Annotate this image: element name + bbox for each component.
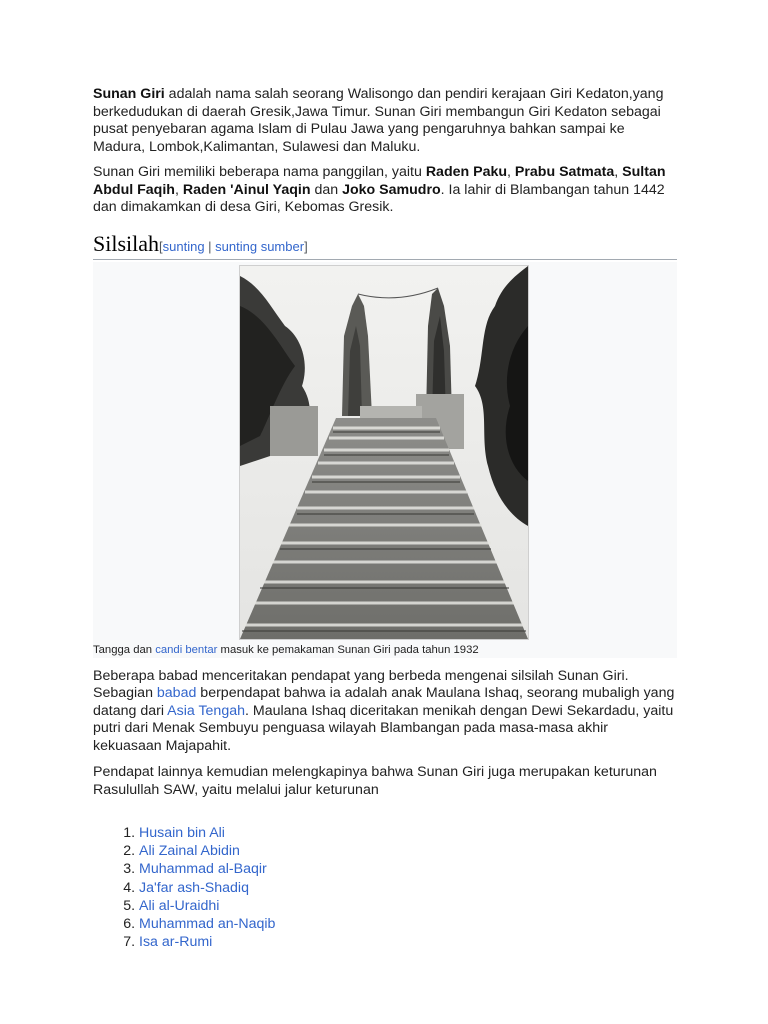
link-babad[interactable]: babad xyxy=(156,685,197,701)
intro-text-2: Sunan Giri memiliki beberapa nama panggilan, yaitu xyxy=(93,164,426,180)
stairway-photo-graphic xyxy=(240,266,528,639)
list-item xyxy=(139,824,677,842)
separator: , xyxy=(614,164,623,180)
figure xyxy=(93,262,677,658)
stairway-photo[interactable] xyxy=(239,265,529,640)
intro-text-2-end: . Ia lahir di Blambangan tahun 1442 dan dimakamkan di desa Giri, Kebomas Gresik. xyxy=(93,181,665,215)
caption-text-end: masuk ke pemakaman Sunan Giri pada tahun 1932 xyxy=(217,643,479,656)
list-item xyxy=(139,915,677,933)
list-item xyxy=(139,860,677,878)
lineage-link[interactable]: Ali Zainal Abidin xyxy=(139,843,240,860)
lineage-link[interactable]: Ali al-Uraidhi xyxy=(139,897,220,914)
alias-prabu-satmata: Prabu Satmata xyxy=(514,164,615,180)
article-content xyxy=(93,84,677,951)
alias-joko-samudro: Joko Samudro xyxy=(342,181,441,198)
lineage-list xyxy=(93,824,677,951)
lineage-link[interactable]: Muhammad al-Baqir xyxy=(139,861,267,878)
caption-link-candi-bentar[interactable]: candi bentar xyxy=(155,643,218,656)
lineage-link[interactable]: Muhammad an-Naqib xyxy=(139,916,276,933)
alias-raden-paku: Raden Paku xyxy=(425,164,508,180)
edit-link[interactable]: sunting xyxy=(162,238,205,254)
list-item xyxy=(139,933,677,951)
link-asia-tengah[interactable]: Asia Tengah xyxy=(167,702,245,719)
separator: , xyxy=(507,164,515,180)
body-text: Beberapa babad menceritakan pendapat yang berbeda mengenai silsilah Sunan Giri. Sebagian xyxy=(93,667,629,701)
lineage-link[interactable]: Husain bin Ali xyxy=(139,825,225,841)
edit-separator: | xyxy=(204,238,216,254)
list-item xyxy=(139,879,677,897)
edit-source-link[interactable]: sunting sumber xyxy=(215,238,305,254)
edit-links xyxy=(159,239,308,254)
separator: , xyxy=(174,181,183,198)
body-paragraph-1 xyxy=(93,668,677,756)
body-paragraph-2: Pendapat lainnya kemudian melengkapinya bahwa Sunan Giri juga merupakan keturunan Rasulullah SAW, yaitu melalui jalur keturunan xyxy=(93,764,657,798)
body-text: berpendapat bahwa ia adalah anak Maulana Ishaq, seorang mubaligh yang datang dari xyxy=(93,685,675,719)
alias-raden-ainul-yaqin: Raden 'Ainul Yaqin xyxy=(182,181,311,198)
body-text: . Maulana Ishaq diceritakan menikah dengan Dewi Sekardadu, yaitu putri dari Menak Sembuyu penguasa wilayah Blambangan pada masa-masa akhir kekuasaan Majapahit. xyxy=(93,702,674,754)
separator: dan xyxy=(310,181,343,198)
bracket-open: [ xyxy=(159,238,163,254)
list-item xyxy=(139,842,677,860)
section-heading xyxy=(93,231,677,260)
alias-sultan-abdul-faqih: Sultan Abdul Faqih xyxy=(93,164,666,198)
figure-caption xyxy=(93,644,479,656)
intro-paragraph-1 xyxy=(93,86,677,156)
article-subject: Sunan Giri xyxy=(93,86,165,102)
section-title: Silsilah xyxy=(93,230,160,256)
list-item xyxy=(139,897,677,915)
intro-paragraph-2 xyxy=(93,164,677,217)
lineage-link[interactable]: Isa ar-Rumi xyxy=(139,934,213,951)
lineage-link[interactable]: Ja'far ash-Shadiq xyxy=(139,879,249,896)
caption-text: Tangga dan xyxy=(93,643,156,656)
bracket-close: ] xyxy=(304,238,308,254)
intro-text-1: adalah nama salah seorang Walisongo dan pendiri kerajaan Giri Kedaton,yang berkedudukan di daerah Gresik,Jawa Timur. Sunan Giri membangun Giri Kedaton sebagai pusat penyebaran agama Islam di Pulau Jawa yang pengaruhnya bahkan sampai ke Madura, Lombok,Kalimantan, Sulawesi dan Maluku. xyxy=(93,86,664,155)
